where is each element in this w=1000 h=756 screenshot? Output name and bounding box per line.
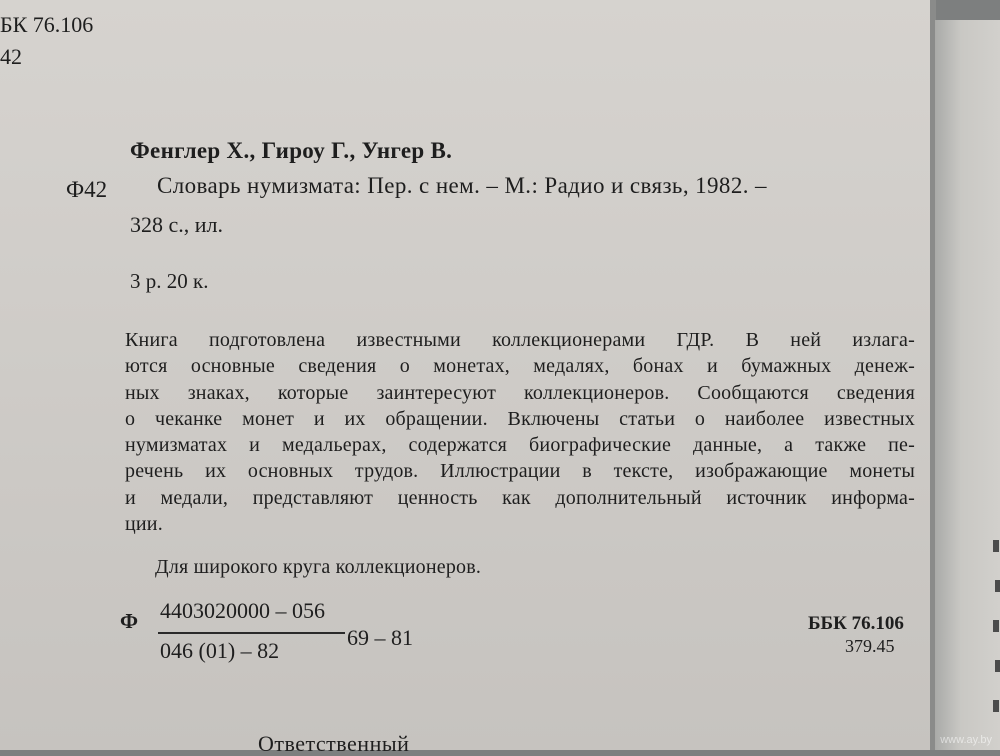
footer-fragment: Ответственный	[258, 731, 410, 756]
abstract-line: нумизматах и медальерах, содержатся биографические данные, а также пе-	[125, 434, 915, 457]
abstract-line: ции.	[125, 513, 163, 536]
watermark: www.ay.by	[940, 734, 992, 746]
fraction-divider	[158, 632, 345, 634]
catalog-code-suffix: 69 – 81	[347, 625, 413, 650]
authors: Фенглер Х., Гироу Г., Унгер В.	[130, 138, 453, 163]
bbk-number-bottom: 379.45	[845, 636, 895, 656]
print-mark	[993, 540, 999, 552]
catalog-code-label: Ф42	[66, 177, 108, 202]
bbk-index-bottom: ББК 76.106	[808, 613, 904, 634]
catalog-code-denominator: 046 (01) – 82	[160, 638, 280, 663]
print-mark	[993, 700, 999, 712]
adjacent-page-edge	[935, 20, 1000, 750]
abstract-line: ются основные сведения о монетах, медалях, бонах и бумажных денеж-	[125, 355, 915, 378]
book-title-line: Словарь нумизмата: Пер. с нем. – М.: Радио и связь, 1982. –	[157, 173, 767, 198]
abstract-line: о чеканке монет и их обращении. Включены статьи о наиболее известных	[125, 407, 915, 430]
audience-note: Для широкого круга коллекционеров.	[155, 556, 482, 578]
print-mark	[995, 660, 1000, 672]
price: 3 р. 20 к.	[130, 269, 209, 293]
print-mark	[995, 580, 1000, 592]
abstract	[125, 327, 915, 537]
code-fragment-top: 42	[0, 44, 22, 69]
abstract-line: ных знаках, которые заинтересуют коллекционеров. Сообщаются сведения	[125, 381, 915, 404]
catalog-symbol: Ф	[120, 609, 139, 633]
catalog-code-numerator: 4403020000 – 056	[160, 598, 325, 623]
page-count: 328 с., ил.	[130, 212, 224, 237]
abstract-line: и медали, представляют ценность как дополнительный источник информа-	[125, 486, 915, 509]
abstract-line: речень их основных трудов. Иллюстрации в тексте, изображающие монеты	[125, 460, 915, 483]
abstract-line: Книга подготовлена известными коллекционерами ГДР. В ней излага-	[125, 329, 915, 351]
print-mark	[993, 620, 999, 632]
bbk-index-top: БК 76.106	[0, 12, 94, 37]
